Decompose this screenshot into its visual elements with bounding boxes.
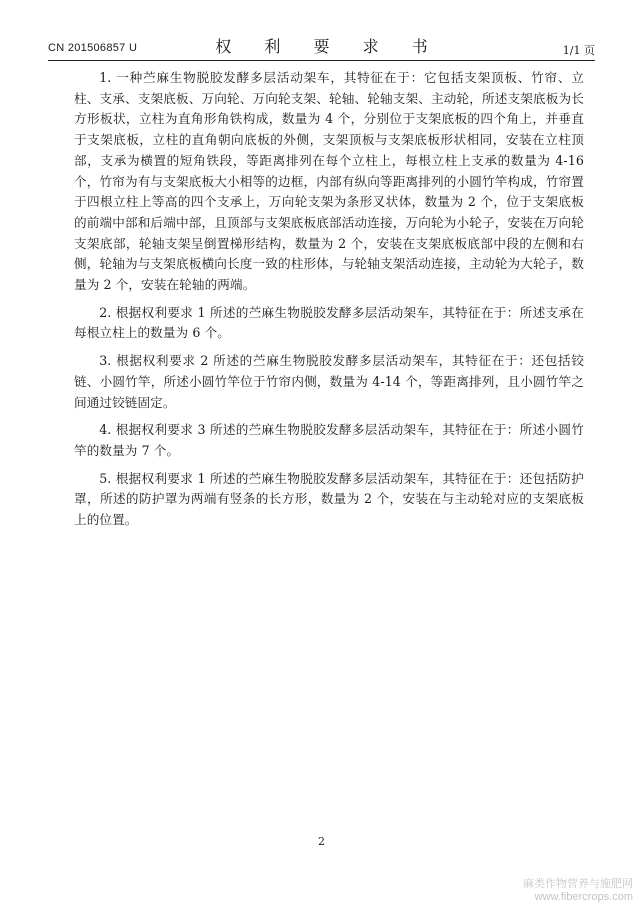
claim-4: 4. 根据权利要求 3 所述的苎麻生物脱胶发酵多层活动架车，其特征在于：所述小圆竹竿的数量为 7 个。 bbox=[74, 422, 584, 458]
claim-1: 1. 一种苎麻生物脱胶发酵多层活动架车，其特征在于：它包括支架顶板、竹帘、立柱、支承、支架底板、万向轮、万向轮支架、轮轴、轮轴支架、主动轮，所述支架底板为长方形板状，立柱为直角形角铁构成，数量为 4 个，分别位于支架底板的四个角上，并垂直于支架底板，立柱的直角朝向底板的外侧，支架顶板与支架底板形状相同，安装在立柱顶部，支承为横置的短角铁段，等距离排列在每个立柱上，每根立柱上支承的数量为 4-16 个，竹帘为有与支架底板大小相等的边框，内部有纵向等距离排列的小圆竹竿构成，竹帘置于四根立柱上等高的四个支承上，万向轮支架为条形叉状体，数量为 2 个，位于支架底板的前端中部和后端中部，且顶部与支架底板底部活动连接，万向轮为小轮子，安装在万向轮支架底部，轮轴支架呈倒置梯形结构，数量为 2 个，安装在支架底板底部中段的左侧和右侧，轮轴为与支架底板横向长度一致的柱形体，与轮轴支架活动连接，主动轮为大轮子，数量为 2 个，安装在轮轴的两端。 bbox=[74, 70, 584, 293]
document-header bbox=[48, 34, 595, 61]
watermark-url: www.fibercrops.com bbox=[534, 891, 633, 903]
watermark-site-name: 麻类作物营养与施肥网 bbox=[523, 878, 633, 890]
page-number: 2 bbox=[318, 835, 325, 848]
document-title: 权 利 要 求 书 bbox=[215, 37, 442, 56]
publication-number: CN 201506857 U bbox=[48, 42, 138, 54]
claim-5: 5. 根据权利要求 1 所述的苎麻生物脱胶发酵多层活动架车，其特征在于：还包括防护罩，所述的防护罩为两端有竖条的长方形，数量为 2 个，安装在与主动轮对应的支架底板上的位置。 bbox=[74, 470, 584, 528]
claim-3: 3. 根据权利要求 2 所述的苎麻生物脱胶发酵多层活动架车，其特征在于：还包括铰链、小圆竹竿，所述小圆竹竿位于竹帘内侧，数量为 4-14 个，等距离排列，且小圆竹竿之间通过铰链固定。 bbox=[74, 353, 584, 410]
page-count-label: 1/1 页 bbox=[562, 44, 595, 57]
site-watermark bbox=[523, 878, 633, 904]
claims-section bbox=[74, 68, 584, 538]
claim-2: 2. 根据权利要求 1 所述的苎麻生物脱胶发酵多层活动架车，其特征在于：所述支承在每根立柱上的数量为 6 个。 bbox=[74, 304, 584, 341]
